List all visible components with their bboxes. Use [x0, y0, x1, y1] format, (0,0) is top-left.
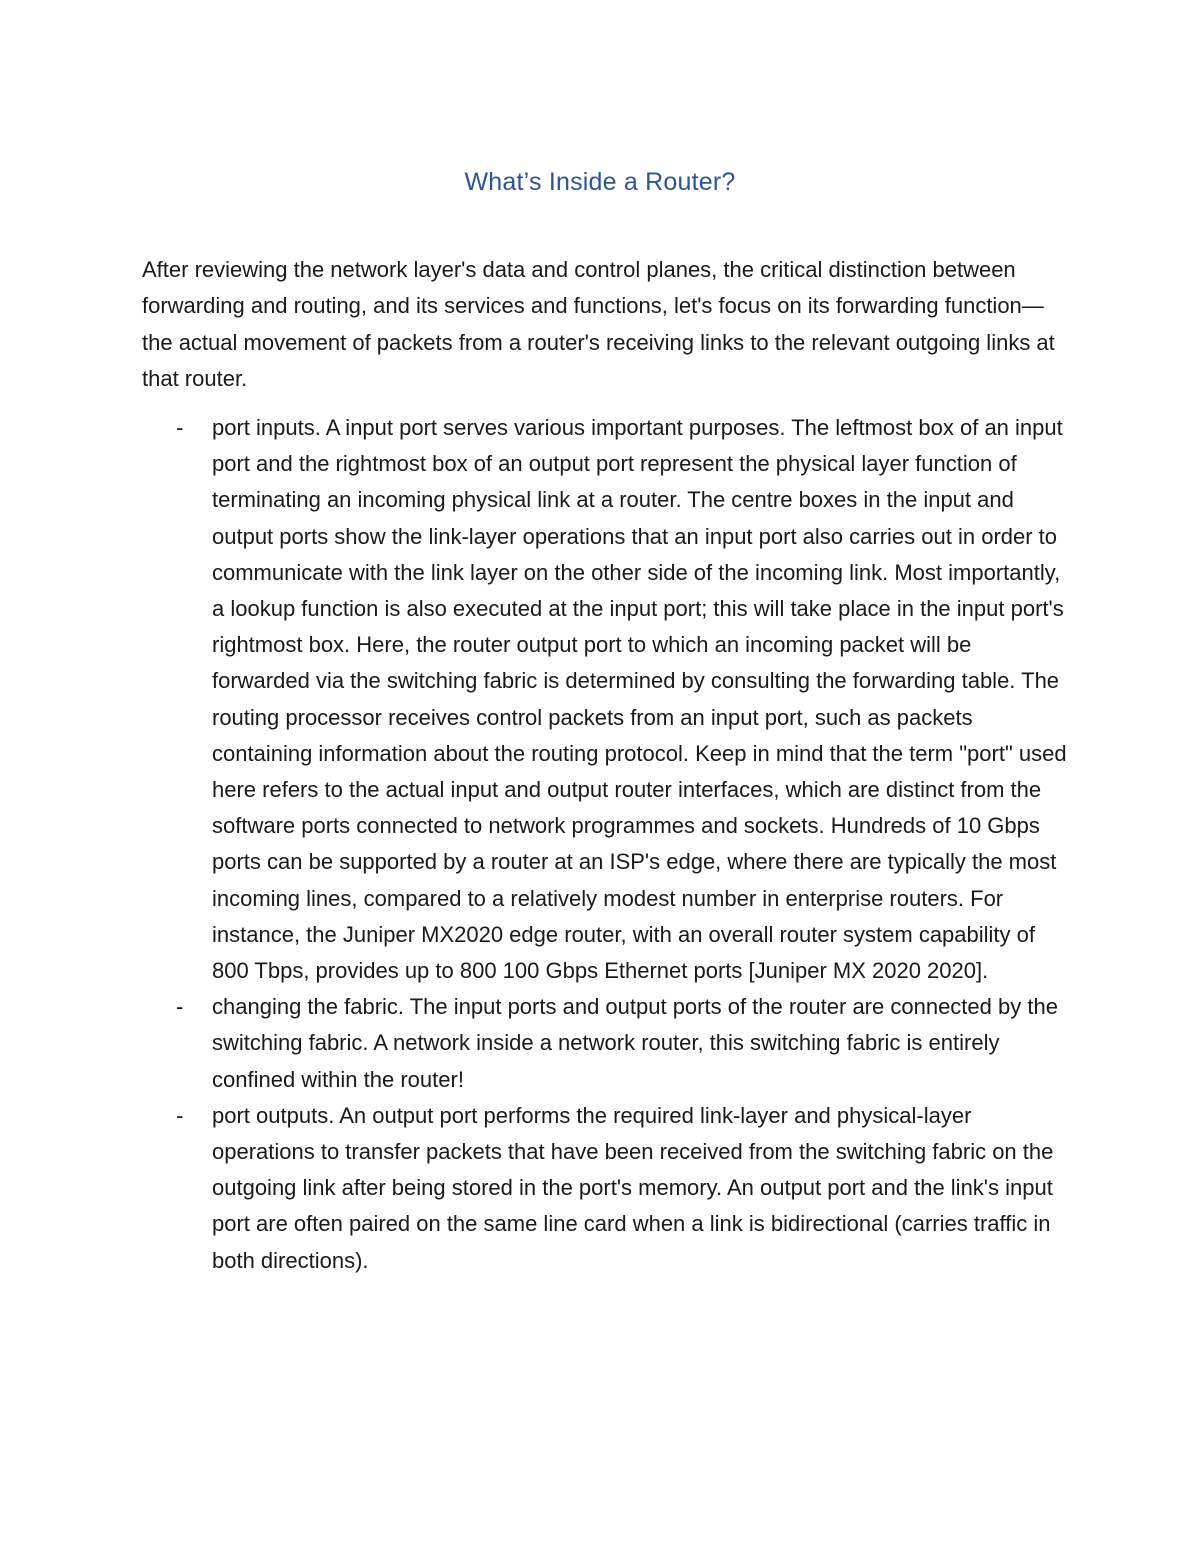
list-item-switching-fabric: [142, 989, 1072, 1098]
intro-paragraph: After reviewing the network layer's data and control planes, the critical distinction between forwarding and routing, and its services and functions, let's focus on its forwarding function—the actual movement of packets from a router's receiving links to the relevant outgoing links at that router.: [142, 257, 1055, 391]
document-title: What’s Inside a Router?: [464, 168, 736, 196]
list-item-text: port outputs. An output port performs the required link-layer and physical-layer operations to transfer packets that have been received from the switching fabric on the outgoing link after being stored in the port's memory. An output port and the link's input port are often paired on the same line card when a link is bidirectional (carries traffic in both directions).: [212, 1102, 1054, 1273]
list-marker: -: [176, 1102, 184, 1128]
list-item-input-ports: [142, 410, 1072, 989]
list-marker: -: [176, 994, 184, 1020]
list-marker: -: [176, 415, 184, 440]
list-item-output-ports: [142, 1098, 1072, 1279]
bullet-list: [142, 410, 1072, 1279]
list-item-text: port inputs. A input port serves various important purposes. The leftmost box of an input port and the rightmost box of an output port represent the physical layer function of terminating an incoming physical link at a router. The centre boxes in the input and output ports show the link-layer operations that an input port also carries out in order to communicate with the link layer on the other side of the incoming link. Most importantly, a lookup function is also executed at the input port; this will take place in the input port's rightmost box. Here, the router output port to which an incoming packet will be forwarded via the switching fabric is determined by consulting the forwarding table. The routing processor receives control packets from an input port, such as packets containing information about the routing protocol. Keep in mind that the term "port" used here refers to the actual input and output router interfaces, which are distinct from the software ports connected to network programmes and sockets. Hundreds of 10 Gbps ports can be supported by a router at an ISP's edge, where there are typically the most incoming lines, compared to a relatively modest number in enterprise routers. For instance, the Juniper MX2020 edge router, with an overall router system capability of 800 Tbps, provides up to 800 100 Gbps Ethernet ports [Juniper MX 2020 2020].: [212, 415, 1067, 984]
list-item-text: changing the fabric. The input ports and output ports of the router are connected by the switching fabric. A network inside a network router, this switching fabric is entirely confined within the router!: [212, 994, 1058, 1092]
